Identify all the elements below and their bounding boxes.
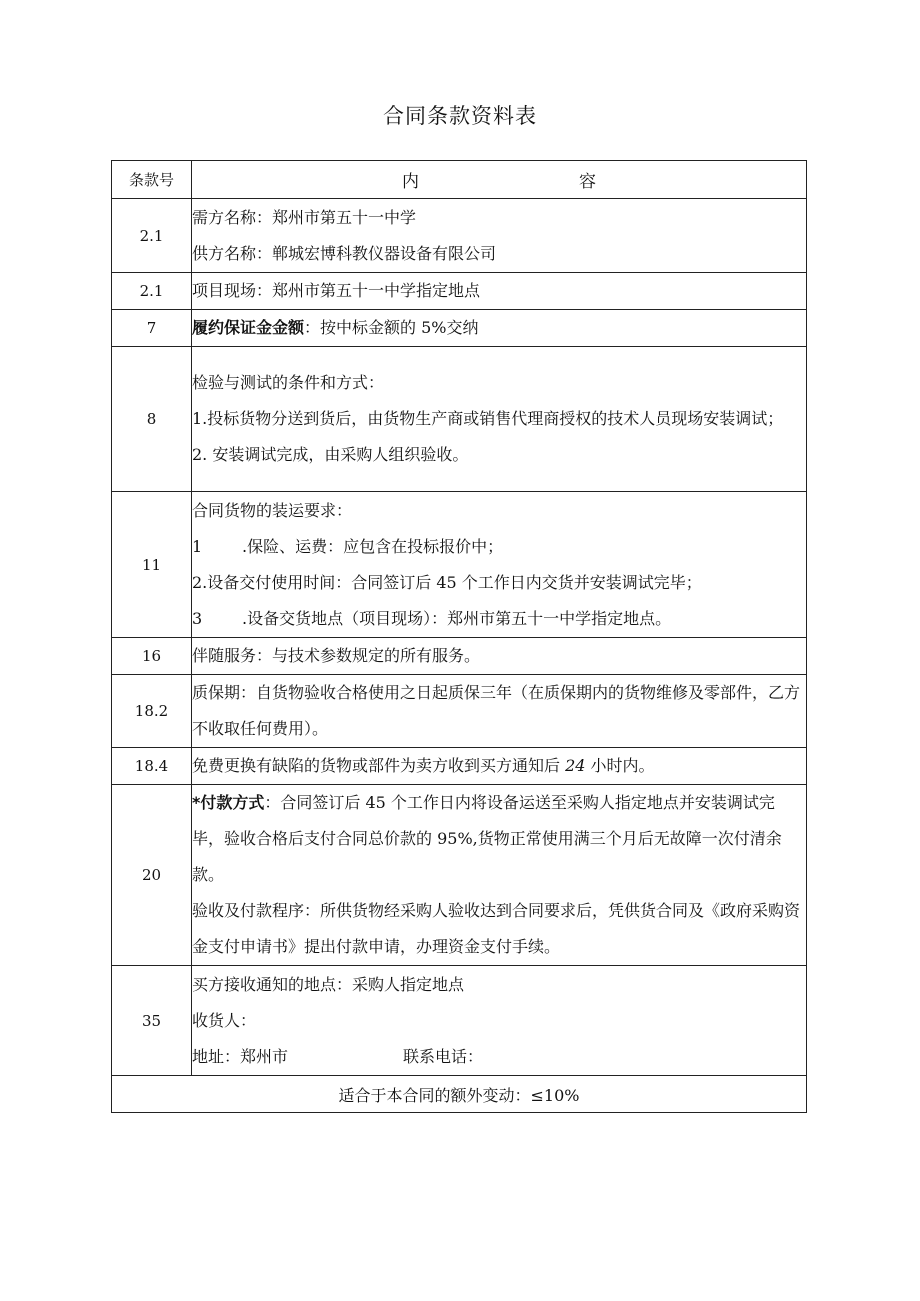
table-row [112, 310, 807, 347]
shipping-item-1-number: 1 [192, 536, 203, 556]
table-row [112, 273, 807, 310]
table-header-row [112, 161, 807, 199]
shipping-item-1-text: .保险、运费：应包含在投标报价中； [242, 536, 504, 556]
clause-content [192, 310, 807, 347]
header-content [192, 161, 807, 199]
shipping-title: 合同货物的装运要求： [192, 500, 353, 520]
clause-content [192, 785, 807, 966]
warranty-period: 质保期：自货物验收合格使用之日起质保三年（在质保期内的货物维修及零部件，乙方不收取任何费用）。 [192, 683, 801, 738]
contract-terms-table [111, 160, 807, 1113]
clause-content [192, 492, 807, 638]
table-row [112, 492, 807, 638]
accompanying-services: 伴随服务：与技术参数规定的所有服务。 [192, 646, 481, 665]
header-content-right: 容 [579, 172, 596, 192]
clause-content [192, 638, 807, 675]
clause-content [192, 675, 807, 748]
shipping-item-2: 2.设备交付使用时间：合同签订后 45 个工作日内交货并安装调试完毕； [192, 572, 702, 592]
performance-bond-text: ：按中标金额的 5%交纳 [304, 318, 479, 337]
address: 地址：郑州市 [192, 1046, 289, 1066]
performance-bond-label: 履约保证金金额 [192, 318, 305, 337]
clause-content [192, 199, 807, 273]
clause-number: 20 [112, 785, 192, 966]
clause-number: 18.2 [112, 675, 192, 748]
payment-method-text: ：合同签订后 45 个工作日内将设备运送至采购人指定地点并安装调试完毕，验收合格后支付合同总价款的 95%,货物正常使用满三个月后无故障一次付清余款。 [192, 793, 782, 884]
inspection-item-2: 2. 安装调试完成，由采购人组织验收。 [192, 445, 469, 464]
table-row [112, 748, 807, 785]
inspection-title: 检验与测试的条件和方式： [192, 373, 385, 392]
table-row [112, 199, 807, 273]
clause-content [192, 966, 807, 1076]
table-row [112, 966, 807, 1076]
table-row [112, 675, 807, 748]
payment-method-label: *付款方式 [192, 793, 265, 812]
payment-procedure: 验收及付款程序：所供货物经采购人验收达到合同要求后，凭供货合同及《政府采购资金支付申请书》提出付款申请，办理资金支付手续。 [192, 901, 801, 956]
document-title: 合同条款资料表 [383, 104, 537, 128]
table-row [112, 347, 807, 492]
supplier-name: 供方名称：郸城宏博科教仪器设备有限公司 [192, 243, 497, 263]
clause-number: 18.4 [112, 748, 192, 785]
clause-number: 16 [112, 638, 192, 675]
inspection-item-1: 1.投标货物分送到货后，由货物生产商或销售代理商授权的技术人员现场安装调试； [192, 409, 784, 428]
buyer-name: 需方名称：郑州市第五十一中学 [192, 207, 417, 227]
header-clause-no: 条款号 [112, 161, 192, 199]
table-row [112, 638, 807, 675]
project-site: 项目现场：郑州市第五十一中学指定地点 [192, 281, 481, 300]
header-content-left: 内 [402, 172, 419, 192]
clause-number: 11 [112, 492, 192, 638]
replacement-hours: 24 [565, 756, 586, 775]
consignee: 收货人： [192, 1010, 257, 1030]
table-row [112, 785, 807, 966]
shipping-item-3-text: .设备交货地点（项目现场）：郑州市第五十一中学指定地点。 [242, 608, 672, 628]
clause-content [192, 748, 807, 785]
clause-number: 7 [112, 310, 192, 347]
notice-location: 买方接收通知的地点：采购人指定地点 [192, 974, 465, 994]
clause-number: 35 [112, 966, 192, 1076]
replacement-text-after: 小时内。 [585, 756, 655, 775]
clause-content [192, 273, 807, 310]
contact-phone: 联系电话： [403, 1046, 484, 1066]
replacement-text-before: 免费更换有缺陷的货物或部件为卖方收到买方通知后 [192, 756, 566, 775]
clause-number: 2.1 [112, 199, 192, 273]
clause-number: 2.1 [112, 273, 192, 310]
table-footer-row [112, 1076, 807, 1113]
clause-number: 8 [112, 347, 192, 492]
additional-variation: 适合于本合同的额外变动：≤10% [112, 1076, 807, 1113]
shipping-item-3-number: 3 [192, 608, 203, 628]
clause-content [192, 347, 807, 492]
